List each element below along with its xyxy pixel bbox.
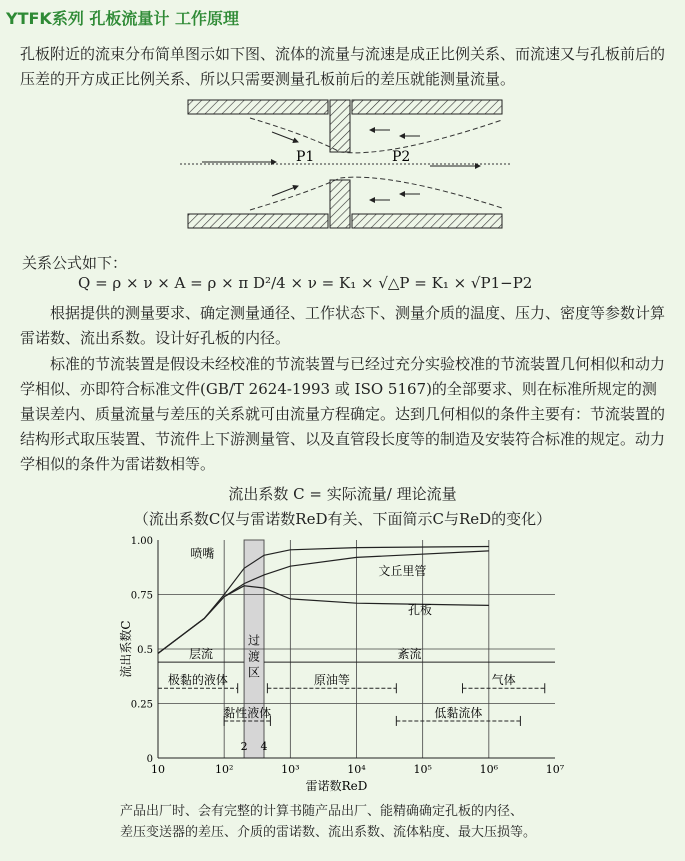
transition-band-label: 过 xyxy=(248,633,261,648)
pipe-wall-bottom-left xyxy=(188,214,328,228)
pipe-wall-bottom-right xyxy=(352,214,502,228)
y-tick-label: 0.75 xyxy=(130,590,153,602)
range-label: 低黏流体 xyxy=(434,705,483,720)
x-tick-label: 10⁵ xyxy=(413,763,432,776)
series-line xyxy=(158,547,489,654)
orifice-plate-lower xyxy=(330,180,350,228)
footer-line-1: 产品出厂时、会有完整的计算书随产品出厂、能精确确定孔板的内径、 xyxy=(120,804,524,819)
footer-line-2: 差压变送器的差压、介质的雷诺数、流出系数、流体粘度、最大压损等。 xyxy=(120,825,537,840)
y-tick-label: 1.00 xyxy=(130,536,153,547)
y-tick-label: 0.5 xyxy=(137,645,153,656)
coefficient-definition: 流出系数 C = 实际流量/ 理论流量 xyxy=(228,485,457,503)
x-extra-tick-label: 2 xyxy=(240,740,248,753)
range-label: 气体 xyxy=(491,673,516,688)
region-label: 层流 xyxy=(189,647,214,662)
pipe-wall-top-right xyxy=(352,100,502,114)
flow-arrow-lower xyxy=(272,186,298,196)
pressure-label-p2: P2 xyxy=(392,149,411,165)
formula-label: 关系公式如下： xyxy=(22,254,128,272)
x-tick-label: 10⁴ xyxy=(347,763,366,776)
series-line xyxy=(158,551,489,654)
series-label: 孔板 xyxy=(407,603,433,618)
standard-paragraph: 标准的节流装置是假设未经校准的节流装置与已经过充分实验校准的节流装置几何相似和动力学相似、亦即符合标准文件(GB/T 2624-1993 或 ISO 5167)的全部要求、则在标准所规定的测量误差内、质量流量与差压的关系就可由流量方程确定。达到几何相似的条件主要有：节流装置的结构形式取压装置、节流件上下游测量管、以及直管段长度等的制造及安装符合标准的规定。动力学相似的条件为雷诺数相等。 xyxy=(20,355,666,473)
page-title: YTFK系列 孔板流量计 工作原理 xyxy=(6,9,239,28)
x-tick-label: 10² xyxy=(214,763,234,776)
transition-band-label: 渡 xyxy=(248,649,261,664)
flow-arrow-upper xyxy=(272,132,298,142)
coefficient-note: （流出系数C仅与雷诺数ReD有关、下面简示C与ReD的变化） xyxy=(133,510,552,528)
y-axis-label: 流出系数C xyxy=(119,620,133,678)
intro-paragraph: 孔板附近的流束分布简单图示如下图、流体的流量与流速是成正比例关系、而流速又与孔板前后的压差的开方成正比例关系、所以只需要测量孔板前后的差压就能测量流量。 xyxy=(20,45,666,88)
x-axis-label: 雷诺数ReD xyxy=(305,779,368,793)
series-line xyxy=(158,586,489,654)
streamline-upper xyxy=(250,118,502,153)
streamline-lower xyxy=(250,177,502,210)
x-tick-label: 10⁷ xyxy=(545,763,565,776)
pressure-label-p1: P1 xyxy=(296,149,315,165)
orifice-flow-diagram xyxy=(180,96,510,241)
range-label: 黏性液体 xyxy=(223,705,272,720)
y-tick-label: 0 xyxy=(146,754,153,765)
transition-band-label: 区 xyxy=(248,665,261,680)
region-label: 紊流 xyxy=(397,647,422,662)
x-tick-label: 10 xyxy=(151,763,165,776)
range-label: 极黏的液体 xyxy=(167,673,228,688)
y-tick-label: 0.25 xyxy=(130,699,153,711)
x-tick-label: 10⁶ xyxy=(479,763,499,776)
pipe-wall-top-left xyxy=(188,100,328,114)
discharge-coefficient-chart xyxy=(110,530,580,795)
calculation-paragraph: 根据提供的测量要求、确定测量通径、工作状态下、测量介质的温度、压力、密度等参数计算雷诺数、流出系数。设计好孔板的内径。 xyxy=(20,304,666,347)
range-label: 原油等 xyxy=(313,673,350,688)
series-label: 文丘里管 xyxy=(378,563,427,578)
flow-formula: Q = ρ × ν × A = ρ × π D²/4 × ν = K₁ × √△P = K₁ × √P1−P2 xyxy=(78,274,533,292)
series-label: 喷嘴 xyxy=(190,546,215,561)
orifice-plate-upper xyxy=(330,100,350,152)
x-tick-label: 10³ xyxy=(281,763,300,776)
x-extra-tick-label: 4 xyxy=(260,740,268,753)
